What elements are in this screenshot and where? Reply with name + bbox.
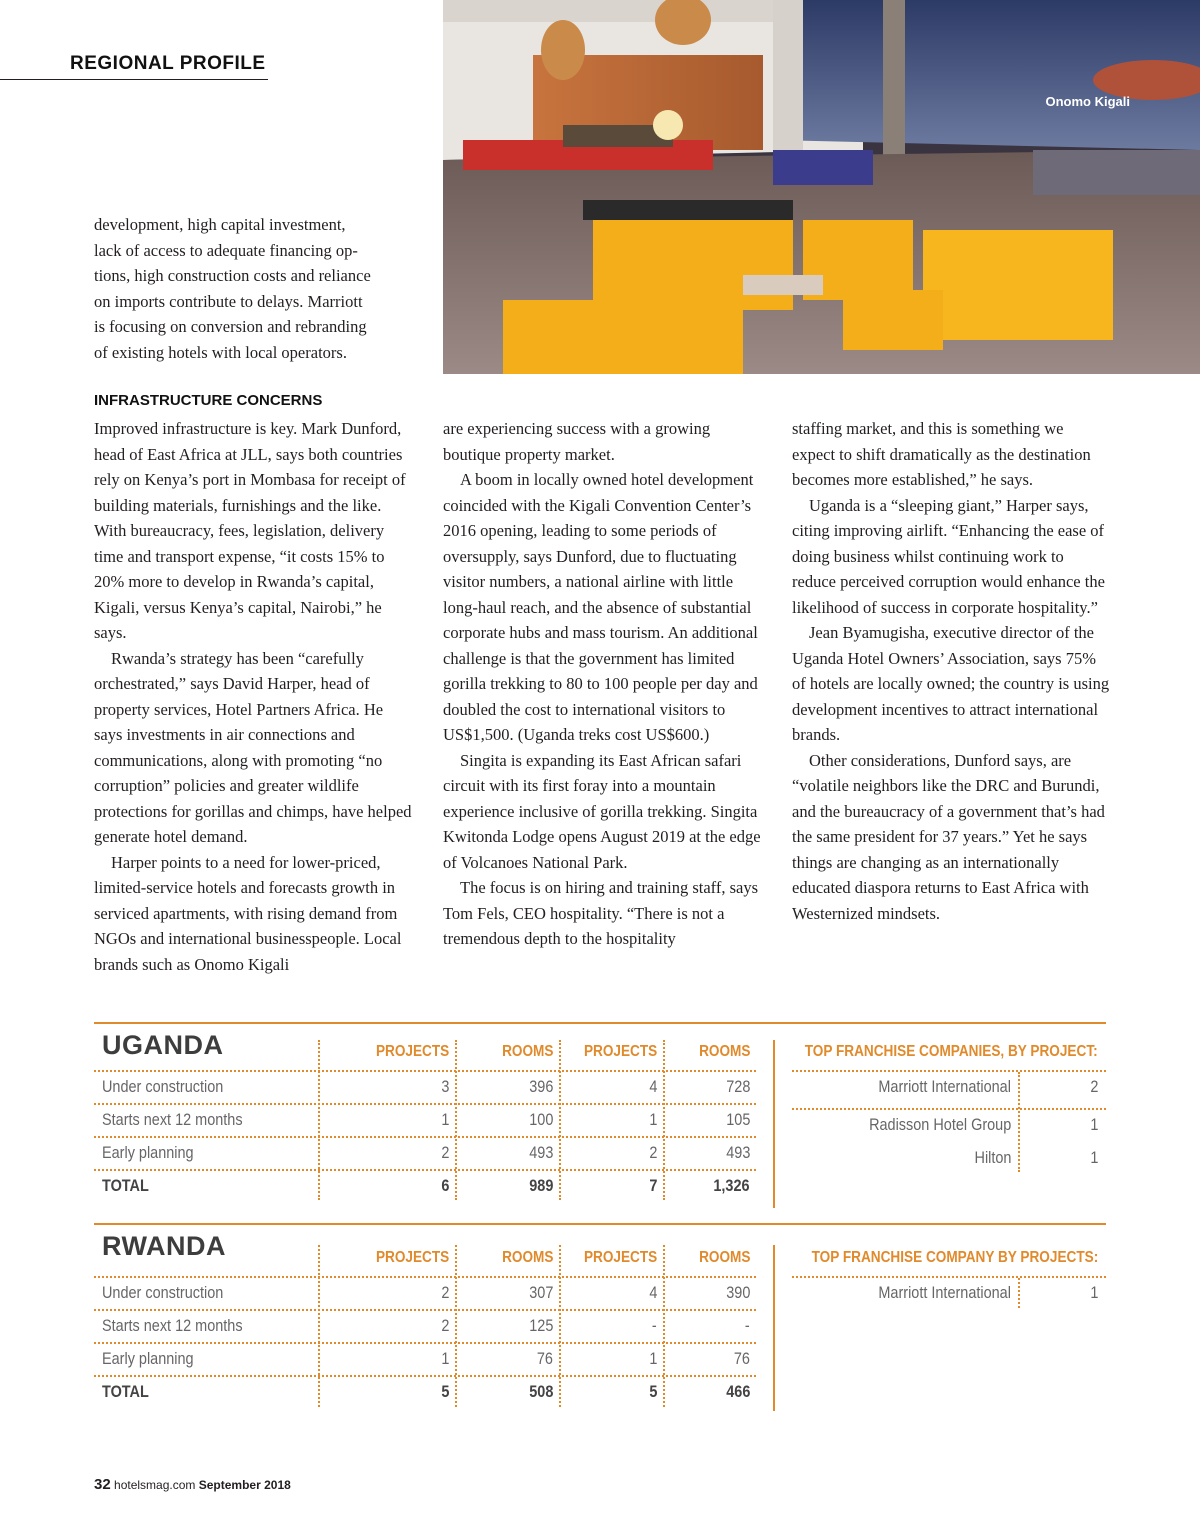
franchise-title: TOP FRANCHISE COMPANY BY PROJECTS: (811, 1249, 1098, 1266)
column-header: ROOMS (698, 1043, 750, 1060)
row-divider (94, 1309, 756, 1311)
column-divider (1018, 1072, 1020, 1172)
franchise-count: 2 (1089, 1077, 1098, 1096)
rwanda-table (94, 1223, 1106, 1413)
franchise-name: Marriott International (878, 1077, 1011, 1096)
table-cell: - (745, 1316, 750, 1335)
table-cell: 76 (536, 1349, 553, 1368)
row-divider (792, 1070, 1106, 1072)
franchise-title: TOP FRANCHISE COMPANIES, BY PROJECT: (805, 1043, 1098, 1060)
franchise-count: 1 (1089, 1283, 1098, 1302)
paragraph: staffing market, and this is something we expect to shift dramatically as the destination becomes more established,” he says. (792, 419, 1091, 489)
country-name: UGANDA (102, 1030, 224, 1060)
table-cell: 1 (648, 1349, 657, 1368)
table-cell: 307 (528, 1283, 553, 1302)
subhead: INFRASTRUCTURE CONCERNS (94, 392, 323, 409)
row-divider (792, 1108, 1106, 1110)
row-divider (94, 1103, 756, 1105)
column-1 (94, 391, 412, 977)
franchise-count: 1 (1089, 1148, 1098, 1167)
paragraph: are experiencing success with a growing boutique property market. (443, 419, 711, 464)
total-label: TOTAL (102, 1176, 149, 1195)
row-label: Under construction (102, 1077, 224, 1096)
hotel-lounge-photo (443, 0, 1200, 374)
paragraph: Uganda is a “sleeping giant,” Harper says, citing improving airlift. “Enhancing the ease of doing business whilst continuing work to reduce perceived corruption would enhance the likelihood of success in corporate hospitality.” (792, 495, 1105, 617)
table-cell: - (652, 1316, 657, 1335)
row-divider (94, 1136, 756, 1138)
site-name: hotelsmag.com (114, 1478, 196, 1492)
paragraph: The focus is on hiring and training staff, says Tom Fels, CEO hospitality. “There is not a tremendous depth to the hospitality (443, 878, 759, 948)
row-label: Under construction (102, 1283, 224, 1302)
row-label: Early planning (102, 1143, 194, 1162)
issue-date: September 2018 (198, 1478, 291, 1492)
table-cell: 493 (725, 1143, 750, 1162)
section-divider (773, 1040, 775, 1208)
table-cell: 2 (440, 1143, 449, 1162)
total-cell: 508 (528, 1382, 553, 1401)
column-divider (1018, 1278, 1020, 1308)
table-cell: 2 (648, 1143, 657, 1162)
paragraph: Singita is expanding its East African safari circuit with its first foray into a mountain experience inclusive of gorilla trekking. Singita Kwitonda Lodge opens August 2019 at the edge of Volcanoes National Park. (443, 750, 761, 872)
column-divider (318, 1040, 320, 1200)
row-label: Starts next 12 months (102, 1110, 243, 1129)
table-cell: 2 (440, 1316, 449, 1335)
column-header: PROJECTS (583, 1043, 657, 1060)
text-line: of existing hotels with local operators. (94, 342, 347, 362)
table-cell: 4 (648, 1077, 657, 1096)
column-divider (663, 1040, 665, 1200)
total-cell: 1,326 (713, 1176, 750, 1195)
column-header: PROJECTS (375, 1249, 449, 1266)
column-header: PROJECTS (583, 1249, 657, 1266)
column-header: ROOMS (501, 1249, 553, 1266)
section-rule (0, 79, 268, 80)
column-header: PROJECTS (375, 1043, 449, 1060)
text-line: tions, high construction costs and reliance (94, 266, 371, 285)
column-divider (455, 1245, 457, 1407)
page-number: 32 (94, 1476, 111, 1493)
total-cell: 5 (440, 1382, 449, 1401)
paragraph: A boom in locally owned hotel development coincided with the Kigali Convention Center’s 2016 opening, leading to some periods of oversupply, says Dunford, due to fluctuating visitor numbers, a national airline with little long-haul reach, and the absence of substantial corporate hubs and mass tourism. An additional challenge is that the government has limited gorilla trekking to 80 to 100 people per day and doubled the cost to international visitors to US$1,500. (Uganda treks cost US$600.) (443, 470, 758, 744)
table-cell: 493 (528, 1143, 553, 1162)
total-cell: 6 (440, 1176, 449, 1195)
total-cell: 7 (648, 1176, 657, 1195)
franchise-name: Hilton (974, 1148, 1011, 1167)
photo-caption: Onomo Kigali (1045, 94, 1130, 109)
table-cell: 4 (648, 1283, 657, 1302)
total-cell: 466 (725, 1382, 750, 1401)
table-cell: 100 (528, 1110, 553, 1129)
column-divider (663, 1245, 665, 1407)
total-cell: 989 (528, 1176, 553, 1195)
text-line: is focusing on conversion and rebranding (94, 317, 367, 336)
row-label: Starts next 12 months (102, 1316, 243, 1335)
uganda-table (94, 1022, 1106, 1212)
franchise-name: Radisson Hotel Group (868, 1115, 1011, 1134)
table-cell: 125 (528, 1316, 553, 1335)
table-cell: 2 (440, 1283, 449, 1302)
column-header: ROOMS (698, 1249, 750, 1266)
row-label: Early planning (102, 1349, 194, 1368)
table-cell: 1 (440, 1110, 449, 1129)
paragraph: Jean Byamugisha, executive director of the Uganda Hotel Owners’ Association, says 75% of hotels are locally owned; the country is using development incentives to attract international brands. (792, 623, 1110, 744)
row-divider (94, 1070, 756, 1072)
table-cell: 3 (440, 1077, 449, 1096)
text-line: on imports contribute to delays. Marriott (94, 291, 363, 311)
row-divider (94, 1276, 756, 1278)
row-divider (94, 1169, 756, 1171)
table-rule (94, 1022, 1106, 1024)
row-divider (94, 1375, 756, 1377)
photo-illustration (443, 0, 1200, 374)
table-cell: 1 (440, 1349, 449, 1368)
table-rule (94, 1223, 1106, 1225)
table-cell: 390 (725, 1283, 750, 1302)
total-cell: 5 (648, 1382, 657, 1401)
text-line: lack of access to adequate financing op- (94, 240, 358, 260)
table-cell: 1 (648, 1110, 657, 1129)
table-cell: 76 (733, 1349, 750, 1368)
column-divider (559, 1245, 561, 1407)
intro-text (94, 212, 414, 365)
column-divider (318, 1245, 320, 1407)
column-header: ROOMS (501, 1043, 553, 1060)
column-2 (443, 416, 761, 952)
row-divider (792, 1276, 1106, 1278)
franchise-name: Marriott International (878, 1283, 1011, 1302)
country-name: RWANDA (102, 1231, 226, 1261)
row-divider (94, 1342, 756, 1344)
table-cell: 105 (725, 1110, 750, 1129)
total-label: TOTAL (102, 1382, 149, 1401)
section-label: REGIONAL PROFILE (70, 53, 266, 74)
section-divider (773, 1245, 775, 1411)
paragraph: Improved infrastructure is key. Mark Dunford, head of East Africa at JLL, says both countries rely on Kenya’s port in Mombasa for receipt of building materials, furnishings and the like. With bureaucracy, fees, legislation, delivery time and transport expense, “it costs 15% to 20% more to develop in Rwanda’s capital, Kigali, versus Kenya’s capital, Nairobi,” he says. (94, 419, 406, 642)
column-divider (455, 1040, 457, 1200)
table-cell: 396 (528, 1077, 553, 1096)
paragraph: Other considerations, Dunford says, are “volatile neighbors like the DRC and Burundi, and the bureaucracy of a government that’s had the same president for 37 years.” Yet he says things are changing as an internationally educated diaspora returns to East Africa with Westernized mindsets. (792, 750, 1105, 923)
paragraph: Harper points to a need for lower-priced, limited-service hotels and forecasts growth in serviced apartments, with rising demand from NGOs and international businesspeople. Local brands such as Onomo Kigali (94, 852, 402, 974)
column-3 (792, 416, 1110, 926)
page-footer (94, 1476, 291, 1493)
text-line: development, high capital investment, (94, 215, 346, 234)
column-divider (559, 1040, 561, 1200)
paragraph: Rwanda’s strategy has been “carefully orchestrated,” says David Harper, head of property services, Hotel Partners Africa. He says investments in air connections and communications, along with promoting “no corruption” policies and greater wildlife protections for gorillas and chimps, have helped generate hotel demand. (94, 648, 412, 846)
franchise-count: 1 (1089, 1115, 1098, 1134)
table-cell: 728 (725, 1077, 750, 1096)
